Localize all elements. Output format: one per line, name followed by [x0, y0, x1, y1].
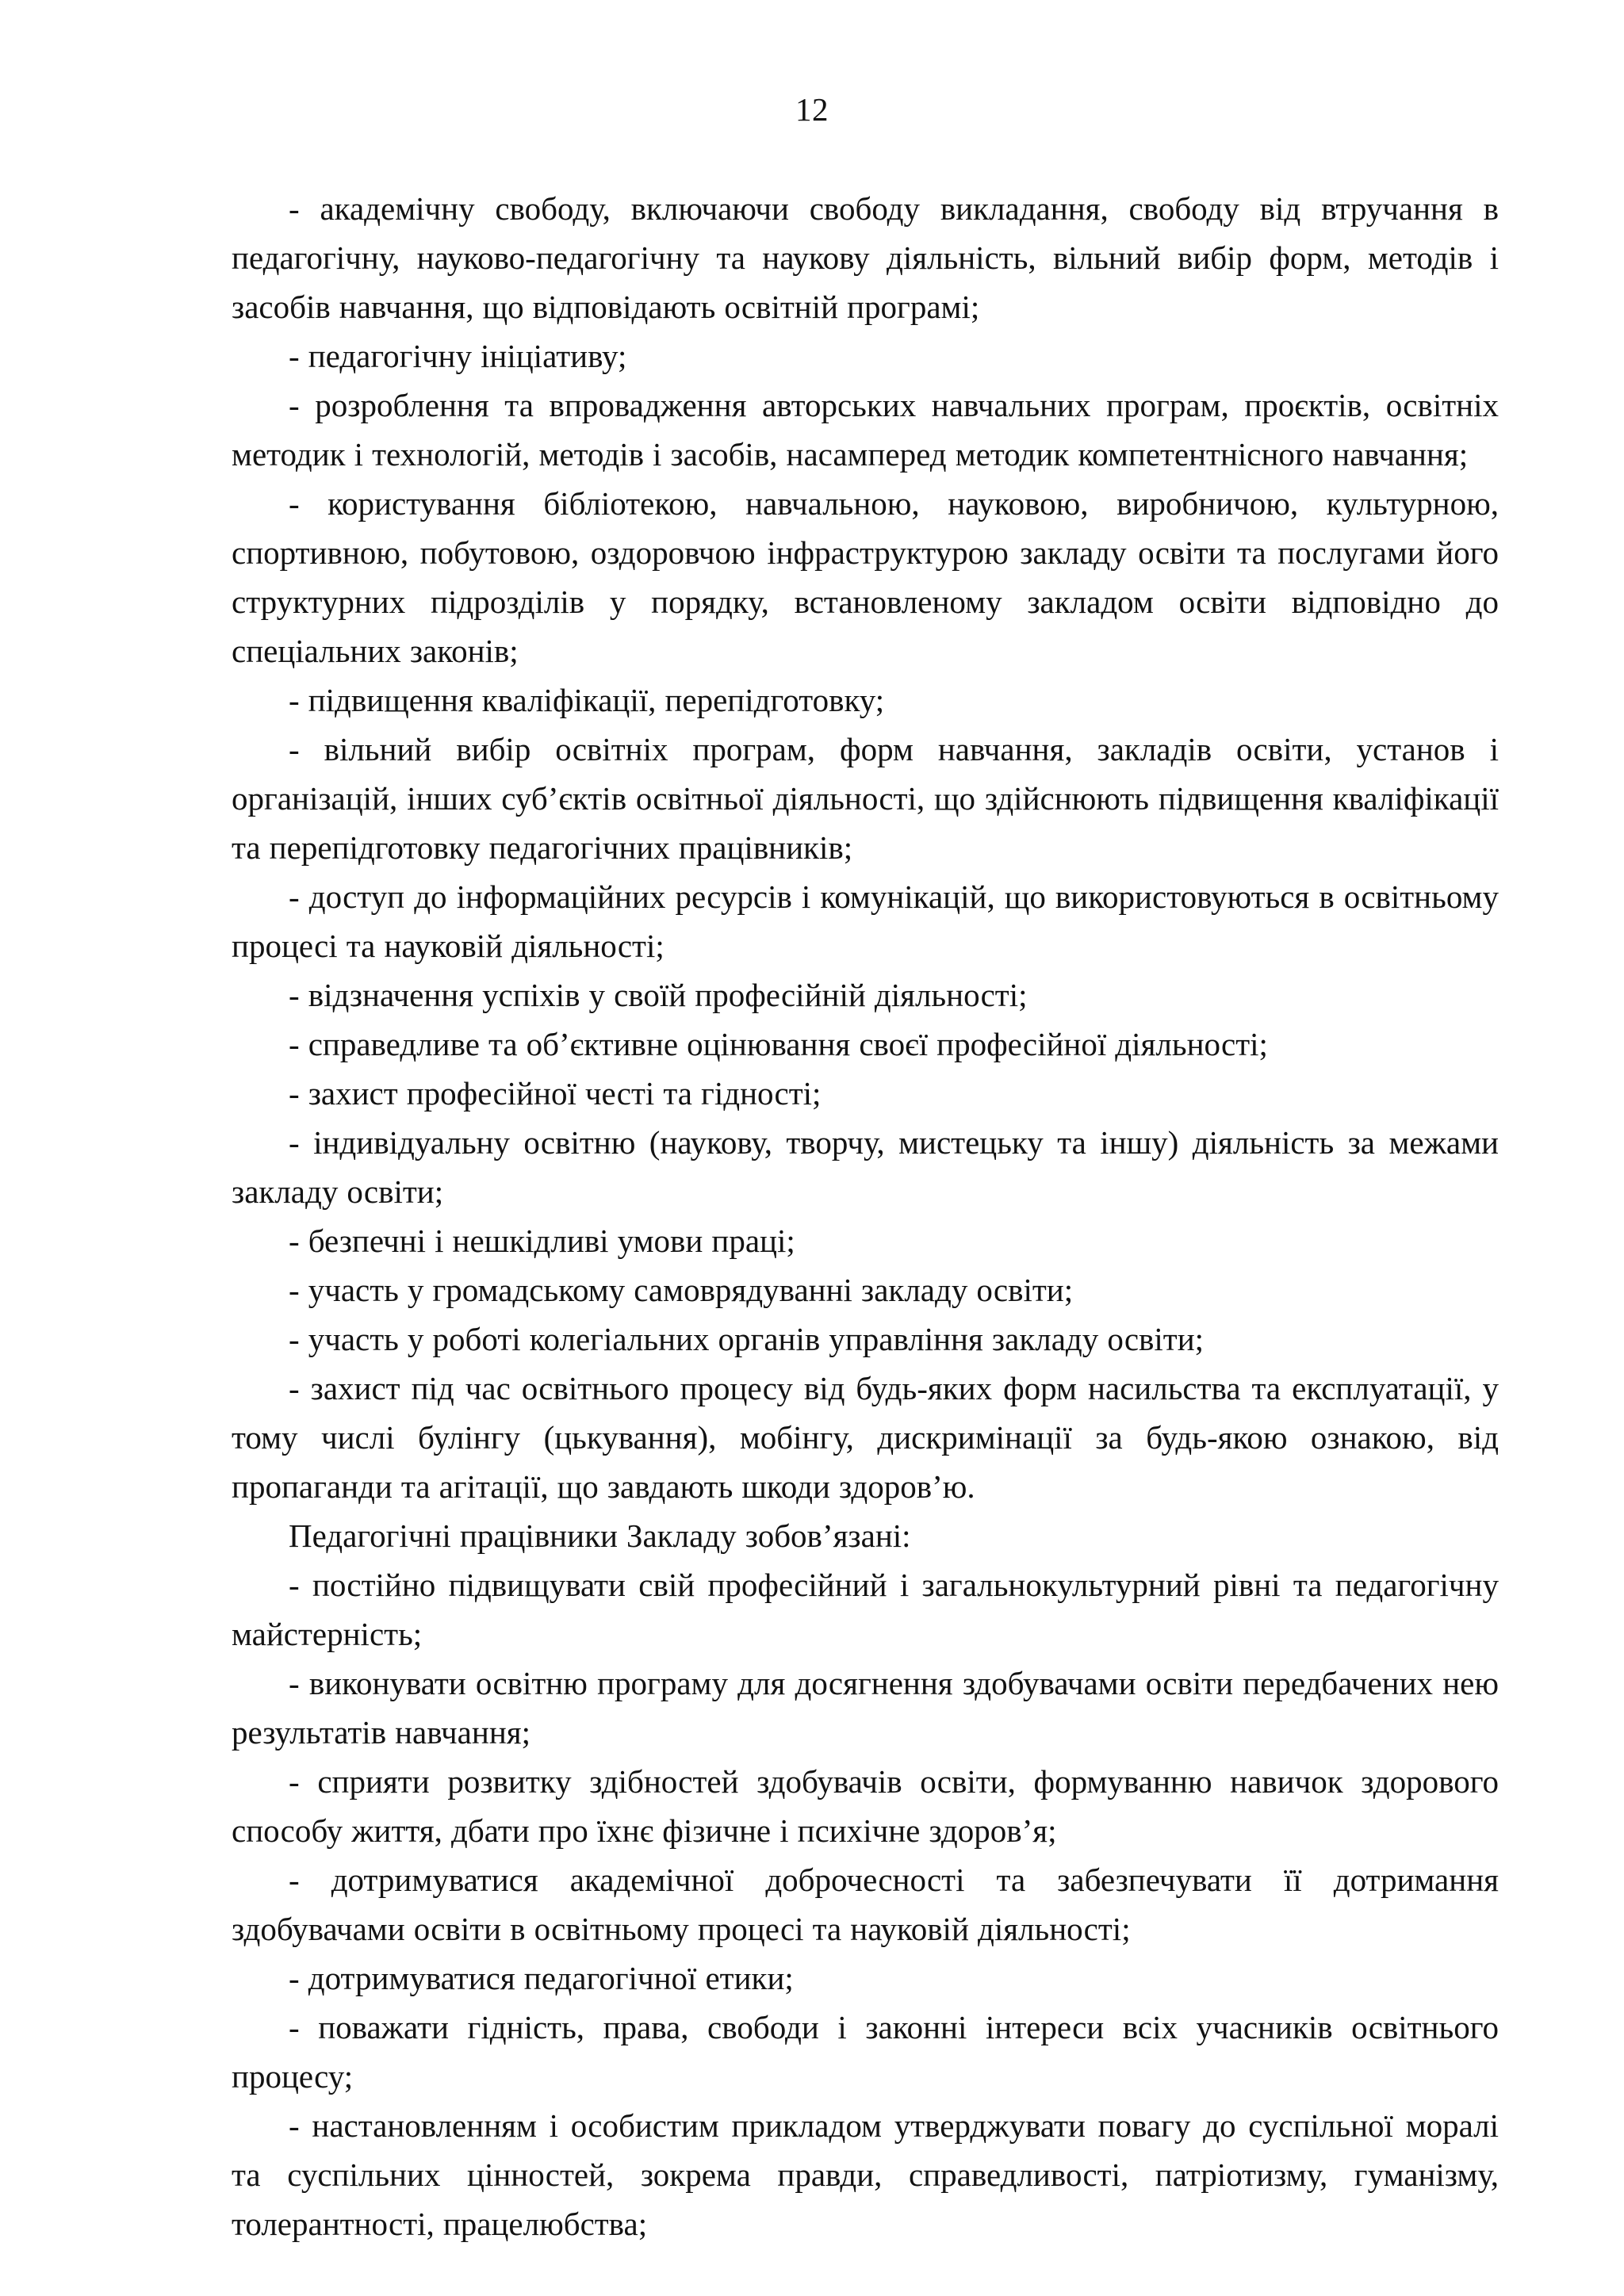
paragraph: - сприяти розвитку здібностей здобувачів освіти, формуванню навичок здорового способу життя, дбати про їхнє фізичне і психічне здоров’я;: [232, 1763, 1499, 1849]
paragraph: - участь у роботі колегіальних органів управління закладу освіти;: [289, 1321, 1205, 1357]
paragraph: - дотримуватися академічної доброчесності та забезпечувати її дотримання здобувачами освіти в освітньому процесі та науковій діяльності;: [232, 1862, 1499, 1947]
paragraph: - захист професійної честі та гідності;: [289, 1075, 822, 1112]
paragraph: - академічну свободу, включаючи свободу викладання, свободу від втручання в педагогічну, науково-педагогічну та наукову діяльність, вільний вибір форм, методів і засобів навчання, що відповідають освітній програмі;: [232, 190, 1499, 325]
paragraph: - доступ до інформаційних ресурсів і комунікацій, що використовуються в освітньому процесі та науковій діяльності;: [232, 878, 1499, 964]
paragraph: - індивідуальну освітню (наукову, творчу, мистецьку та іншу) діяльність за межами закладу освіти;: [232, 1124, 1499, 1210]
page-number: 12: [795, 91, 829, 128]
paragraph: - підвищення кваліфікації, перепідготовку;: [289, 682, 885, 718]
paragraph: - вільний вибір освітніх програм, форм навчання, закладів освіти, установ і організацій, інших суб’єктів освітньої діяльності, що здійснюють підвищення кваліфікації та перепідготовку педагогічних працівників;: [232, 731, 1499, 866]
paragraph: - захист під час освітнього процесу від будь-яких форм насильства та експлуатації, у тому числі булінгу (цькування), мобінгу, дискримінації за будь-якою ознакою, від пропаганди та агітації, що завдають шкоди здоров’ю.: [232, 1370, 1499, 1505]
section-heading: Педагогічні працівники Закладу зобов’язані:: [289, 1517, 911, 1554]
paragraph: - користування бібліотекою, навчальною, науковою, виробничою, культурною, спортивною, побутовою, оздоровчою інфраструктурою закладу освіти та послугами його структурних підрозділів у порядку, встановленому закладом освіти відповідно до спеціальних законів;: [232, 485, 1499, 669]
body-text-block: [232, 184, 1499, 2248]
paragraph: - поважати гідність, права, свободи і законні інтереси всіх учасників освітнього процесу;: [232, 2009, 1499, 2095]
paragraph: - настановленням і особистим прикладом утверджувати повагу до суспільної моралі та суспільних цінностей, зокрема правди, справедливості, патріотизму, гуманізму, толерантності, працелюбства;: [232, 2107, 1499, 2242]
paragraph: - розроблення та впровадження авторських навчальних програм, проєктів, освітніх методик і технологій, методів і засобів, насамперед методик компетентнісного навчання;: [232, 387, 1499, 473]
paragraph: - педагогічну ініціативу;: [289, 338, 627, 374]
paragraph: - справедливе та об’єктивне оцінювання своєї професійної діяльності;: [289, 1026, 1268, 1062]
paragraph: - відзначення успіхів у своїй професійній діяльності;: [289, 977, 1028, 1013]
paragraph: - участь у громадському самоврядуванні закладу освіти;: [289, 1272, 1074, 1308]
paragraph: - безпечні і нешкідливі умови праці;: [289, 1223, 795, 1259]
paragraph: - дотримуватися педагогічної етики;: [289, 1960, 794, 1996]
paragraph: - постійно підвищувати свій професійний і загальнокультурний рівні та педагогічну майстерність;: [232, 1567, 1499, 1652]
paragraph: - виконувати освітню програму для досягнення здобувачами освіти передбачених нею результатів навчання;: [232, 1665, 1499, 1751]
